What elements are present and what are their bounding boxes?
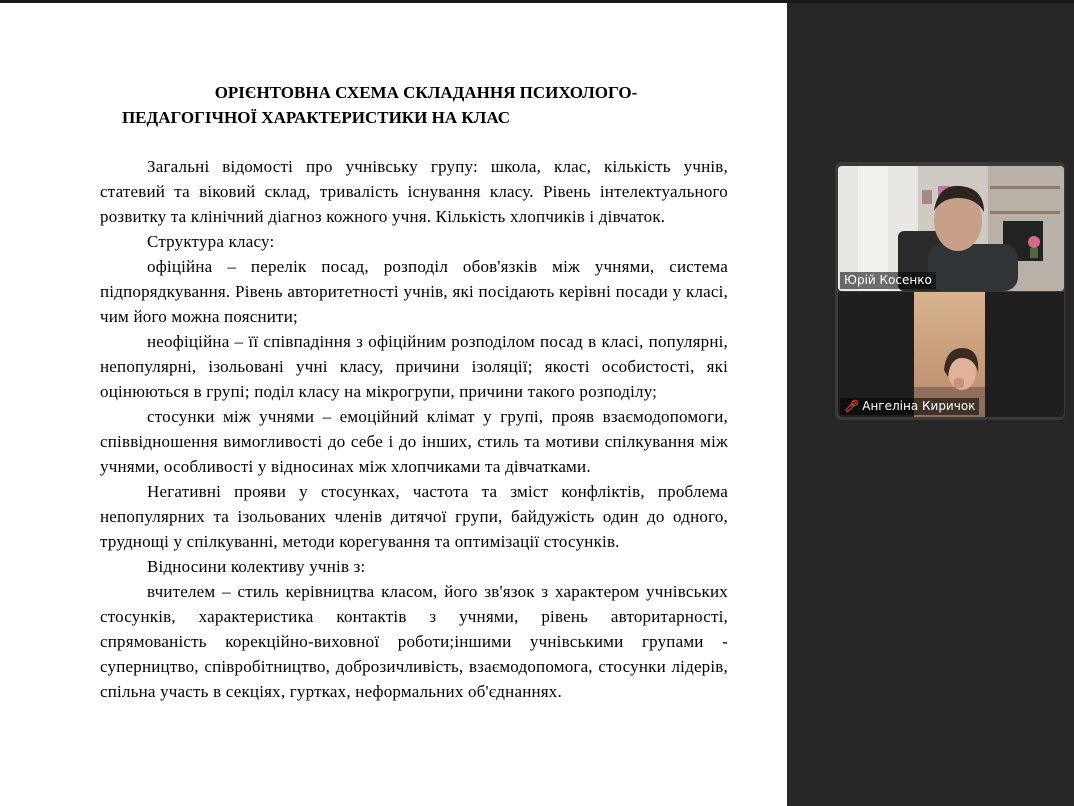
- paragraph: Загальні відомості про учнівську групу: школа, клас, кількість учнів, статевий та віковий склад, тривалість існування класу. Рівень інтелектуального розвитку та клінічний діагноз кожного учня. Кількість хлопчиків і дівчаток.: [100, 157, 728, 226]
- participant-name: Ангеліна Киричок: [862, 399, 976, 413]
- paragraph: офіційна – перелік посад, розподіл обов'язків між учнями, система підпорядкування. Рівень авторитетності учнів, які посідають керівні посади у класі, чим його можна пояснити;: [100, 257, 728, 326]
- document-body: [100, 154, 728, 704]
- paragraph: Відносини колективу учнів з:: [147, 557, 366, 576]
- participant-name-tag: [840, 398, 979, 415]
- mic-muted-icon: 🎤︎: [844, 399, 860, 413]
- paragraph: вчителем – стиль керівництва класом, його зв'язок з характером учнівських стосунків, характеристика контактів з учнями, рівень авторитарності, спрямованість корекційно-виховної роботи;іншими учнівськими групами - суперництво, співробітництво, доброзичливість, взаємодопомога, стосунки лідерів, спільна участь в секціях, гуртках, неформальних об'єднаннях.: [100, 582, 728, 701]
- paragraph: стосунки між учнями – емоційний клімат у групі, прояв взаємодопомоги, співвідношення вимогливості до себе і до інших, стиль та мотиви спілкування між учнями, особливості у відносинах між хлопчиками та дівчатками.: [100, 407, 728, 476]
- paragraph: Структура класу:: [147, 232, 275, 251]
- video-tile-host[interactable]: [838, 166, 1064, 291]
- participant-name-tag: [840, 272, 936, 289]
- paragraph: неофіційна – її співпадіння з офіційним розподілом посад в класі, популярні, непопулярні, ізольовані учні класу, причини ізоляції; якості особистості, які оцінюються в групі; поділ класу на мікрогрупи, причини такого розподілу;: [100, 332, 728, 401]
- document-title-line1: ОРІЄНТОВНА СХЕМА СКЛАДАННЯ ПСИХОЛОГО-: [214, 83, 638, 102]
- shared-document[interactable]: [0, 3, 787, 806]
- participant-name: Юрій Косенко: [844, 273, 932, 287]
- document-title-line2: ПЕДАГОГІЧНОЇ ХАРАКТЕРИСТИКИ НА КЛАС: [121, 108, 511, 127]
- video-tile-participant[interactable]: [838, 292, 1064, 417]
- paragraph: Негативні прояви у стосунках, частота та зміст конфліктів, проблема непопулярних та ізольованих членів дитячої групи, байдужість один до одного, труднощі у спілкуванні, методи корегування та оптимізації стосунків.: [100, 482, 728, 551]
